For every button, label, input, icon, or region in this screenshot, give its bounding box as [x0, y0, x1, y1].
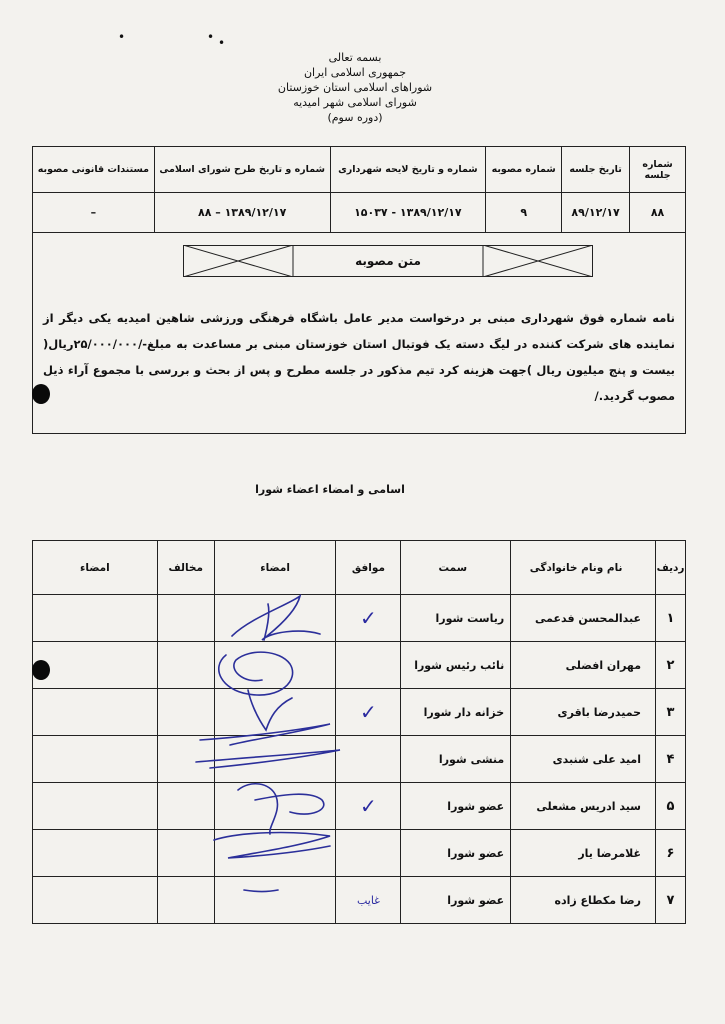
header-oppose: مخالف [157, 541, 214, 595]
signature-2-cell [33, 736, 158, 783]
punch-hole [32, 384, 50, 404]
signature-2-cell [33, 830, 158, 877]
letterhead-line: شورای اسلامی شهر امیدیه [293, 96, 417, 109]
member-name: مهران افضلی [511, 642, 656, 689]
row-number: ۷ [656, 877, 686, 924]
value-bill-no-date: ۱۳۸۹/۱۲/۱۷ - ۱۵۰۳۷ [330, 193, 486, 233]
header-role: سمت [401, 541, 511, 595]
signature-cell [214, 595, 336, 642]
header-signature: امضاء [214, 541, 336, 595]
resolution-title: متن مصوبه [355, 254, 421, 268]
table-row [33, 783, 686, 830]
signature-cell [214, 689, 336, 736]
header-bill-no-date: شماره و تاریخ لایحه شهرداری [330, 147, 486, 193]
header-legal-docs: مستندات قانونی مصوبه [33, 147, 155, 193]
value-session-date: ۸۹/۱۲/۱۷ [562, 193, 630, 233]
scan-speck: • [207, 30, 215, 44]
signature-2-cell [33, 642, 158, 689]
member-role: خزانه دار شورا [401, 689, 511, 736]
agree-mark: ✓ [336, 689, 401, 736]
row-number: ۳ [656, 689, 686, 736]
header-resolution-no: شماره مصوبه [486, 147, 562, 193]
members-section-title: اسامی و امضاء اعضاء شورا [255, 483, 405, 496]
letterhead-line: جمهوری اسلامی ایران [303, 66, 407, 79]
member-name: امید علی شنبدی [511, 736, 656, 783]
member-name: غلامرضا یار [511, 830, 656, 877]
row-number: ۴ [656, 736, 686, 783]
row-number: ۵ [656, 783, 686, 830]
row-number: ۱ [656, 595, 686, 642]
signature-cell [214, 783, 336, 830]
member-role: منشی شورا [401, 736, 511, 783]
value-plan-no-date: ۱۳۸۹/۱۲/۱۷ – ۸۸ [154, 193, 330, 233]
header-name: نام ونام خانوادگی [511, 541, 656, 595]
resolution-text-box [32, 232, 686, 434]
signature-cell [214, 830, 336, 877]
agree-mark: ✓ [336, 595, 401, 642]
letterhead [230, 50, 480, 125]
signature-cell [214, 642, 336, 689]
oppose-cell [157, 642, 214, 689]
table-row [33, 877, 686, 924]
value-legal-docs: – [33, 193, 155, 233]
oppose-cell [157, 736, 214, 783]
agree-mark [336, 736, 401, 783]
signature-cell [214, 736, 336, 783]
member-role: عضو شورا [401, 783, 511, 830]
table-row [33, 689, 686, 736]
scan-speck: • [218, 36, 226, 50]
oppose-cell [157, 783, 214, 830]
member-name: رضا مکطاع زاده [511, 877, 656, 924]
letterhead-line: شوراهای اسلامی استان خوزستان [277, 81, 433, 94]
value-session-no: ۸۸ [630, 193, 686, 233]
member-role: عضو شورا [401, 830, 511, 877]
header-session-no: شماره جلسه [630, 147, 686, 193]
letterhead-line: بسمه تعالی [328, 51, 382, 64]
signature-2-cell [33, 877, 158, 924]
oppose-cell [157, 595, 214, 642]
oppose-cell [157, 830, 214, 877]
header-agree: موافق [336, 541, 401, 595]
resolution-meta-table [32, 146, 686, 233]
table-row [33, 830, 686, 877]
table-row [33, 595, 686, 642]
letterhead-line: (دوره سوم) [327, 111, 383, 124]
resolution-body-text: نامه شماره فوق شهرداری مبنی بر درخواست مدیر عامل باشگاه فرهنگی ورزشی شاهین امیدیه یکی دیگر از نماینده های شرکت کننده در لیگ دسته یک فوتبال استان خوزستان مبنی بر مساعدت به مبلغ-/۲۵/۰۰۰/۰۰۰ریال( بیست و پنج میلیون ریال )جهت هزینه کرد تیم مذکور در جلسه مطرح و پس از بحث و بررسی با مجموع آراء ذیل مصوب گردید./ [43, 311, 675, 403]
row-number: ۶ [656, 830, 686, 877]
agree-mark: ✓ [336, 783, 401, 830]
value-resolution-no: ۹ [486, 193, 562, 233]
member-name: حمیدرضا باقری [511, 689, 656, 736]
member-name: سید ادریس مشعلی [511, 783, 656, 830]
title-banner [183, 245, 593, 277]
signature-2-cell [33, 783, 158, 830]
signature-2-cell [33, 595, 158, 642]
agree-mark [336, 642, 401, 689]
row-number: ۲ [656, 642, 686, 689]
header-plan-no-date: شماره و تاریخ طرح شورای اسلامی [154, 147, 330, 193]
agree-mark [336, 830, 401, 877]
oppose-cell [157, 877, 214, 924]
punch-hole [32, 660, 50, 680]
members-table [32, 540, 686, 924]
member-role: عضو شورا [401, 877, 511, 924]
table-row [33, 642, 686, 689]
oppose-cell [157, 689, 214, 736]
member-role: ریاست شورا [401, 595, 511, 642]
header-signature-2: امضاء [33, 541, 158, 595]
absent-mark: غایب [336, 877, 401, 924]
member-role: نائب رئیس شورا [401, 642, 511, 689]
signature-cell [214, 877, 336, 924]
scan-speck: • [118, 30, 126, 44]
header-row-number: ردیف [656, 541, 686, 595]
header-session-date: تاریخ جلسه [562, 147, 630, 193]
table-row [33, 736, 686, 783]
member-name: عبدالمحسن فدعمی [511, 595, 656, 642]
signature-2-cell [33, 689, 158, 736]
